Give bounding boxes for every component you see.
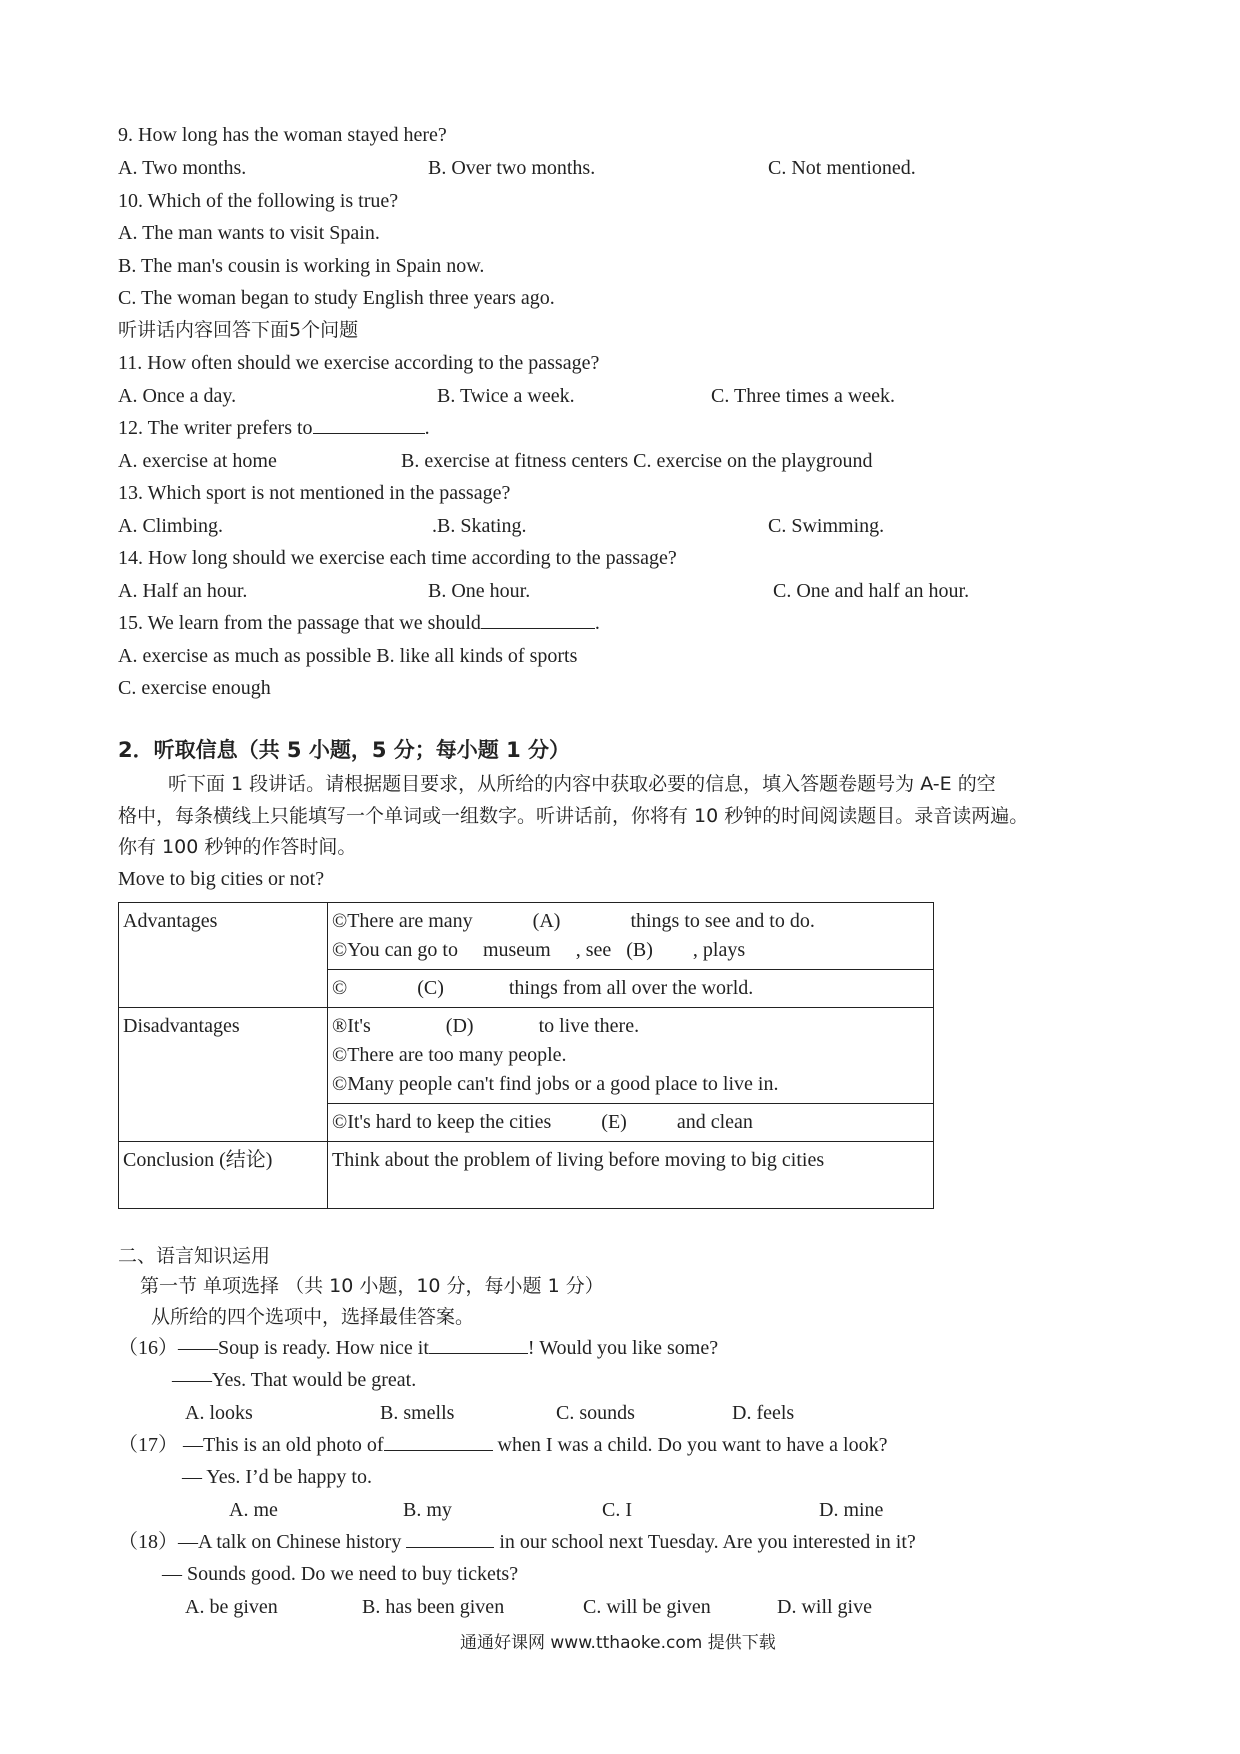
q16-reply: ——Yes. That would be great. xyxy=(172,1369,417,1391)
q18-stem: （18）—A talk on Chinese history xyxy=(118,1531,407,1553)
q16-option-b: B. smells xyxy=(380,1402,455,1424)
q18-option-a: A. be given xyxy=(185,1596,278,1618)
advantages-cell xyxy=(328,903,934,970)
section2-instruction-3: 你有 100 秒钟的作答时间。 xyxy=(118,836,357,858)
q16-blank xyxy=(429,1335,528,1354)
q13-option-a: A. Climbing. xyxy=(118,515,224,537)
q10-option-a: A. The man wants to visit Spain. xyxy=(118,222,380,244)
q12-blank xyxy=(313,415,425,434)
advantage-line-2: ©You can go to museum , see (B) , plays xyxy=(332,939,746,961)
q15-blank xyxy=(481,610,595,629)
q11-text: 11. How often should we exercise according to the passage? xyxy=(118,352,600,374)
part2-instruction: 从所给的四个选项中，选择最佳答案。 xyxy=(151,1306,475,1328)
q15-end: . xyxy=(594,612,600,634)
q11-option-a: A. Once a day. xyxy=(118,385,237,407)
section2-title: 2．听取信息（共 5 小题，5 分；每小题 1 分） xyxy=(118,738,571,762)
q12-end: . xyxy=(424,417,430,439)
q12-text xyxy=(118,415,430,441)
q17-blank xyxy=(384,1432,493,1451)
q14-option-c: C. One and half an hour. xyxy=(773,580,970,602)
q9-option-b: B. Over two months. xyxy=(428,157,596,179)
section2-instruction-1: 听下面 1 段讲话。请根据题目要求，从所给的内容中获取必要的信息，填入答题卷题号为 A-E 的空 xyxy=(168,773,996,795)
q12-option-a: A. exercise at home xyxy=(118,450,277,472)
q12-stem: 12. The writer prefers to xyxy=(118,417,313,439)
q10-option-c: C. The woman began to study English three years ago. xyxy=(118,287,555,309)
q10-option-b: B. The man's cousin is working in Spain now. xyxy=(118,255,485,277)
advantage-line-3: © (C) things from all over the world. xyxy=(328,970,934,1008)
q9-option-a: A. Two months. xyxy=(118,157,247,179)
q10-text: 10. Which of the following is true? xyxy=(118,190,399,212)
q17-option-d: D. mine xyxy=(819,1499,884,1521)
q11-option-b: B. Twice a week. xyxy=(437,385,575,407)
part2-subheading: 第一节 单项选择 （共 10 小题，10 分，每小题 1 分） xyxy=(140,1275,604,1297)
q18-option-b: B. has been given xyxy=(362,1596,505,1618)
q9-option-c: C. Not mentioned. xyxy=(768,157,916,179)
disadvantages-label: Disadvantages xyxy=(119,1008,328,1142)
q17-text xyxy=(118,1432,887,1458)
q18-blank xyxy=(406,1529,494,1548)
q17-rest: when I was a child. Do you want to have a look? xyxy=(492,1434,888,1456)
disadvantage-line-2: ©There are too many people. xyxy=(332,1044,567,1066)
q18-text xyxy=(118,1529,916,1555)
q15-text xyxy=(118,610,600,636)
advantage-line-1: ©There are many (A) things to see and to do. xyxy=(332,910,815,932)
q17-stem: （17） —This is an old photo of xyxy=(118,1434,384,1456)
disadvantages-cell xyxy=(328,1008,934,1104)
q17-reply: — Yes. I’d be happy to. xyxy=(182,1466,372,1488)
q9-text: 9. How long has the woman stayed here? xyxy=(118,124,447,146)
q14-text: 14. How long should we exercise each time according to the passage? xyxy=(118,547,677,569)
q16-option-c: C. sounds xyxy=(556,1402,635,1424)
information-table xyxy=(118,902,934,1209)
conclusion-label: Conclusion (结论) xyxy=(119,1142,328,1209)
q18-option-d: D. will give xyxy=(777,1596,872,1618)
footer-credit: 通通好课网 www.tthaoke.com 提供下载 xyxy=(460,1633,776,1653)
q16-stem: （16）——Soup is ready. How nice it xyxy=(118,1337,429,1359)
q13-option-c: C. Swimming. xyxy=(768,515,885,537)
q16-option-a: A. looks xyxy=(185,1402,253,1424)
q17-option-b: B. my xyxy=(403,1499,452,1521)
q17-option-a: A. me xyxy=(229,1499,278,1521)
table-topic: Move to big cities or not? xyxy=(118,868,325,890)
part2-heading: 二、语言知识运用 xyxy=(118,1245,271,1267)
q16-text xyxy=(118,1335,718,1361)
q14-option-a: A. Half an hour. xyxy=(118,580,248,602)
q15-option-c: C. exercise enough xyxy=(118,677,271,699)
disadvantage-line-3: ©Many people can't find jobs or a good place to live in. xyxy=(332,1073,779,1095)
conclusion-text: Think about the problem of living before moving to big cities xyxy=(328,1142,934,1209)
q12-option-bc: B. exercise at fitness centers C. exercise on the playground xyxy=(401,450,873,472)
q15-option-ab: A. exercise as much as possible B. like all kinds of sports xyxy=(118,645,578,667)
advantages-label: Advantages xyxy=(119,903,328,1008)
q11-option-c: C. Three times a week. xyxy=(711,385,896,407)
q13-text: 13. Which sport is not mentioned in the passage? xyxy=(118,482,511,504)
q18-reply: — Sounds good. Do we need to buy tickets? xyxy=(162,1563,519,1585)
q16-option-d: D. feels xyxy=(732,1402,795,1424)
q18-rest: in our school next Tuesday. Are you interested in it? xyxy=(494,1531,916,1553)
passage-instruction: 听讲话内容回答下面5个问题 xyxy=(118,319,359,341)
disadvantage-line-1: ®It's (D) to live there. xyxy=(332,1015,640,1037)
section2-instruction-2: 格中，每条横线上只能填写一个单词或一组数字。听讲话前，你将有 10 秒钟的时间阅读题目。录音读两遍。 xyxy=(118,805,1029,827)
q18-option-c: C. will be given xyxy=(583,1596,711,1618)
disadvantage-line-4: ©It's hard to keep the cities (E) and clean xyxy=(328,1104,934,1142)
q15-stem: 15. We learn from the passage that we should xyxy=(118,612,481,634)
q14-option-b: B. One hour. xyxy=(428,580,531,602)
q16-rest: ! Would you like some? xyxy=(527,1337,719,1359)
q13-option-b: .B. Skating. xyxy=(432,515,527,537)
q17-option-c: C. I xyxy=(602,1499,632,1521)
